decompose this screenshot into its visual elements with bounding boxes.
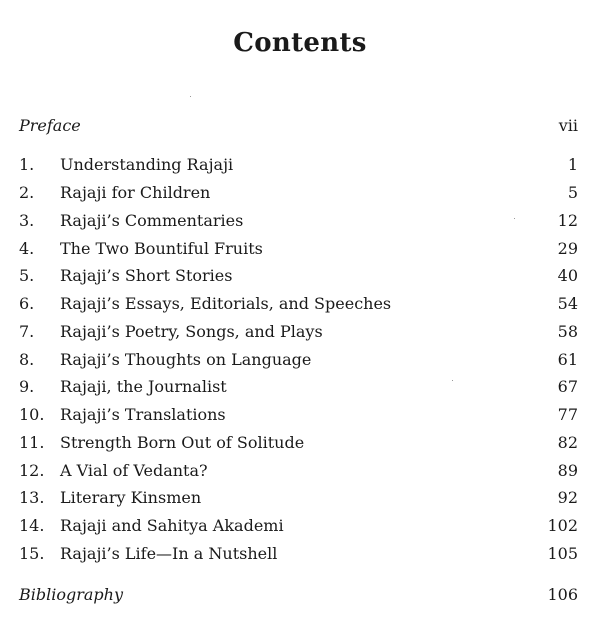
toc-entry-chapter-13[interactable] xyxy=(19,486,578,510)
chapter-number: 10. xyxy=(19,405,45,424)
toc-entry-chapter-10[interactable] xyxy=(19,403,578,427)
chapter-number: 8. xyxy=(19,350,35,369)
toc-entry-chapter-9[interactable] xyxy=(19,375,578,399)
chapter-title: Rajaji, the Journalist xyxy=(60,377,227,396)
chapter-number: 5. xyxy=(19,266,35,285)
chapter-number: 3. xyxy=(19,211,35,230)
toc-entry-bibliography[interactable] xyxy=(19,583,578,607)
chapter-page: 12 xyxy=(557,211,578,230)
toc-entry-chapter-8[interactable] xyxy=(19,348,578,372)
chapter-page: 105 xyxy=(547,544,578,563)
toc-entry-page: 106 xyxy=(547,585,578,604)
chapter-page: 1 xyxy=(567,155,578,174)
chapter-title: Strength Born Out of Solitude xyxy=(60,433,305,452)
chapter-page: 89 xyxy=(557,461,578,480)
chapter-title: Rajaji’s Essays, Editorials, and Speeches xyxy=(60,294,392,313)
chapter-number: 6. xyxy=(19,294,35,313)
toc-entry-preface[interactable] xyxy=(19,114,578,138)
chapter-page: 29 xyxy=(557,239,578,258)
toc-entry-chapter-7[interactable] xyxy=(19,320,578,344)
chapter-number: 14. xyxy=(19,516,45,535)
toc-entry-chapter-5[interactable] xyxy=(19,264,578,288)
chapter-number: 2. xyxy=(19,183,35,202)
toc-entry-label: Bibliography xyxy=(19,585,123,604)
chapter-title: Literary Kinsmen xyxy=(60,488,202,507)
chapter-page: 61 xyxy=(557,350,578,369)
chapter-title: Rajaji’s Thoughts on Language xyxy=(60,350,312,369)
chapter-number: 1. xyxy=(19,155,35,174)
chapter-number: 13. xyxy=(19,488,45,507)
toc-entry-page: vii xyxy=(558,116,578,135)
toc-entry-chapter-11[interactable] xyxy=(19,431,578,455)
chapter-page: 82 xyxy=(557,433,578,452)
toc-entry-chapter-2[interactable] xyxy=(19,181,578,205)
chapter-number: 15. xyxy=(19,544,45,563)
scan-speck xyxy=(190,96,191,97)
chapter-page: 77 xyxy=(557,405,578,424)
chapter-number: 9. xyxy=(19,377,35,396)
chapter-title: Rajaji’s Short Stories xyxy=(60,266,233,285)
toc-entry-chapter-14[interactable] xyxy=(19,514,578,538)
toc-entry-chapter-6[interactable] xyxy=(19,292,578,316)
chapter-page: 102 xyxy=(547,516,578,535)
chapter-number: 4. xyxy=(19,239,35,258)
chapter-number: 7. xyxy=(19,322,35,341)
toc-entry-chapter-1[interactable] xyxy=(19,153,578,177)
chapter-page: 58 xyxy=(557,322,578,341)
chapter-title: Understanding Rajaji xyxy=(60,155,234,174)
chapter-page: 5 xyxy=(567,183,578,202)
chapter-title: Rajaji’s Translations xyxy=(60,405,226,424)
chapter-page: 92 xyxy=(557,488,578,507)
toc-entry-chapter-12[interactable] xyxy=(19,459,578,483)
toc-entry-chapter-15[interactable] xyxy=(19,542,578,566)
chapter-page: 67 xyxy=(557,377,578,396)
chapter-number: 11. xyxy=(19,433,45,452)
chapter-title: Rajaji and Sahitya Akademi xyxy=(60,516,284,535)
chapter-title: The Two Bountiful Fruits xyxy=(60,239,263,258)
chapter-title: Rajaji’s Life—In a Nutshell xyxy=(60,544,278,563)
chapter-title: Rajaji for Children xyxy=(60,183,211,202)
chapter-number: 12. xyxy=(19,461,45,480)
scan-speck xyxy=(514,218,515,219)
page-title: Contents xyxy=(233,28,367,58)
chapter-page: 54 xyxy=(557,294,578,313)
toc-entry-chapter-4[interactable] xyxy=(19,237,578,261)
scan-speck xyxy=(452,380,453,381)
toc-entry-chapter-3[interactable] xyxy=(19,209,578,233)
chapter-title: Rajaji’s Commentaries xyxy=(60,211,244,230)
chapter-page: 40 xyxy=(557,266,578,285)
chapter-title: Rajaji’s Poetry, Songs, and Plays xyxy=(60,322,323,341)
chapter-title: A Vial of Vedanta? xyxy=(60,461,208,480)
toc-entry-label: Preface xyxy=(19,116,81,135)
